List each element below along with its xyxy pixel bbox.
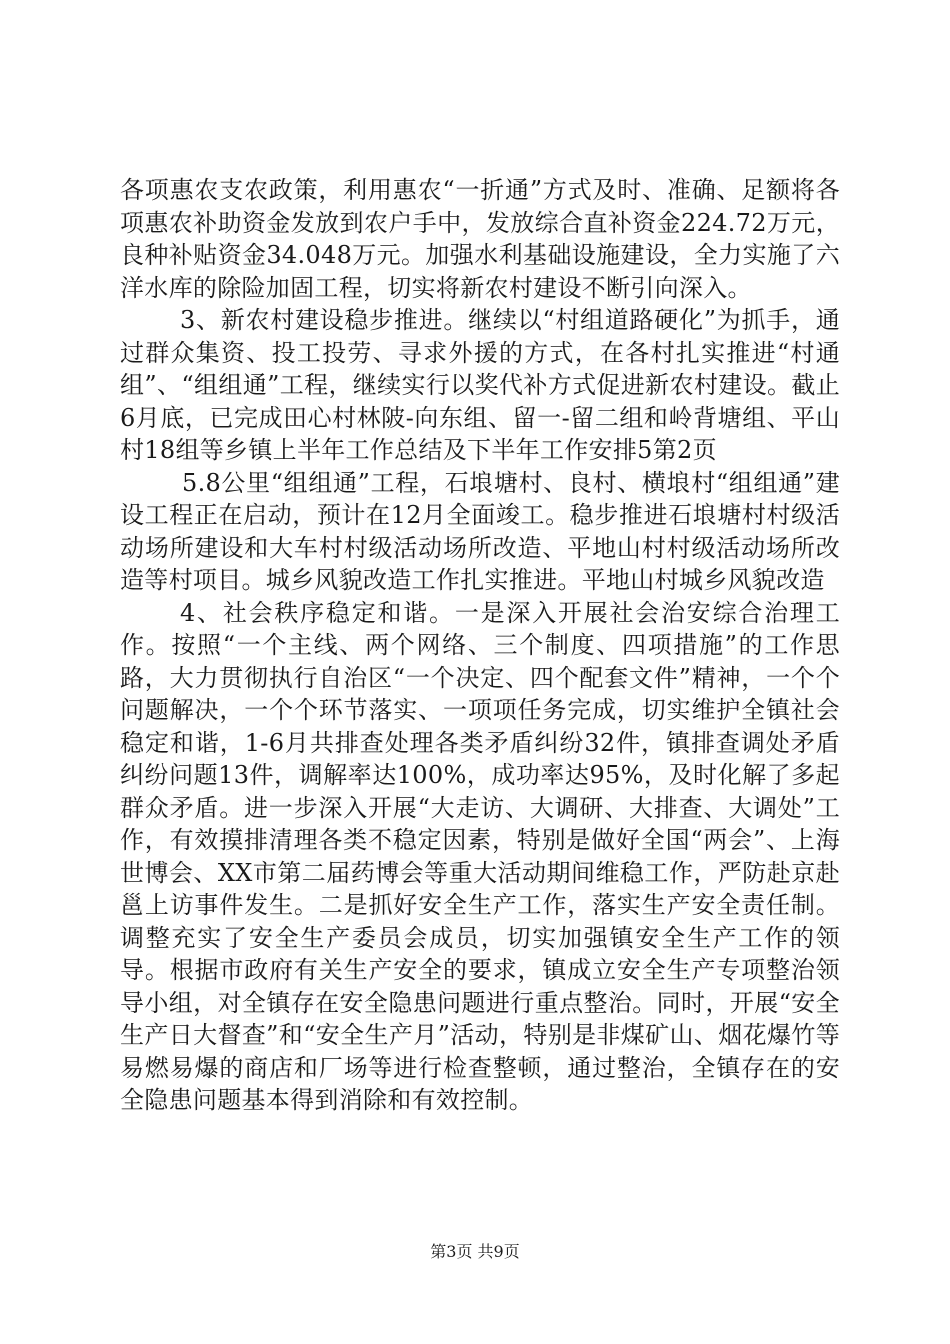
paragraph-road-projects: 5.8公里“组组通”工程，石埌塘村、良村、横埌村“组组通”建设工程正在启动，预计在12月全面竣工。稳步推进石埌塘村村级活动场所建设和大车村村级活动场所改造、平地山村村级活动场所改造等村项目。城乡风貌改造工作扎实推进。平地山村城乡风貌改造 — [120, 468, 840, 594]
paragraph-policy-funds: 各项惠农支农政策，利用惠农“一折通”方式及时、准确、足额将各项惠农补助资金发放到农户手中，发放综合直补资金224.72万元，良种补贴资金34.048万元。加强水利基础设施建设，全力实施了六洋水库的除险加固工程，切实将新农村建设不断引向深入。 — [120, 176, 840, 302]
document-body — [120, 174, 840, 1117]
page-number-footer: 第3页 共9页 — [430, 1242, 520, 1261]
paragraph-social-order: 4、社会秩序稳定和谐。一是深入开展社会治安综合治理工作。按照“一个主线、两个网络、三个制度、四项措施”的工作思路，大力贯彻执行自治区“一个决定、四个配套文件”精神，一个个问题解决，一个个环节落实、一项项任务完成，切实维护全镇社会稳定和谐，1-6月共排查处理各类矛盾纠纷32件，镇排查调处矛盾纠纷问题13件，调解率达100%，成功率达95%，及时化解了多起群众矛盾。进一步深入开展“大走访、大调研、大排查、大调处”工作，有效摸排清理各类不稳定因素，特别是做好全国“两会”、上海世博会、XX市第二届药博会等重大活动期间维稳工作，严防赴京赴邕上访事件发生。二是抓好安全生产工作，落实生产安全责任制。调整充实了安全生产委员会成员，切实加强镇安全生产工作的领导。根据市政府有关生产安全的要求，镇成立安全生产专项整治领导小组，对全镇存在安全隐患问题进行重点整治。同时，开展“安全生产日大督查”和“安全生产月”活动，特别是非煤矿山、烟花爆竹等易燃易爆的商店和厂场等进行检查整顿，通过整治，全镇存在的安全隐患问题基本得到消除和有效控制。 — [120, 598, 840, 1114]
paragraph-new-rural-construction: 3、新农村建设稳步推进。继续以“村组道路硬化”为抓手，通过群众集资、投工投劳、寻求外援的方式，在各村扎实推进“村通组”、“组组通”工程，继续实行以奖代补方式促进新农村建设。截止6月底，已完成田心村林陂-向东组、留一-留二组和岭背塘组、平山村18组等乡镇上半年工作总结及下半年工作安排5第2页 — [120, 306, 840, 464]
